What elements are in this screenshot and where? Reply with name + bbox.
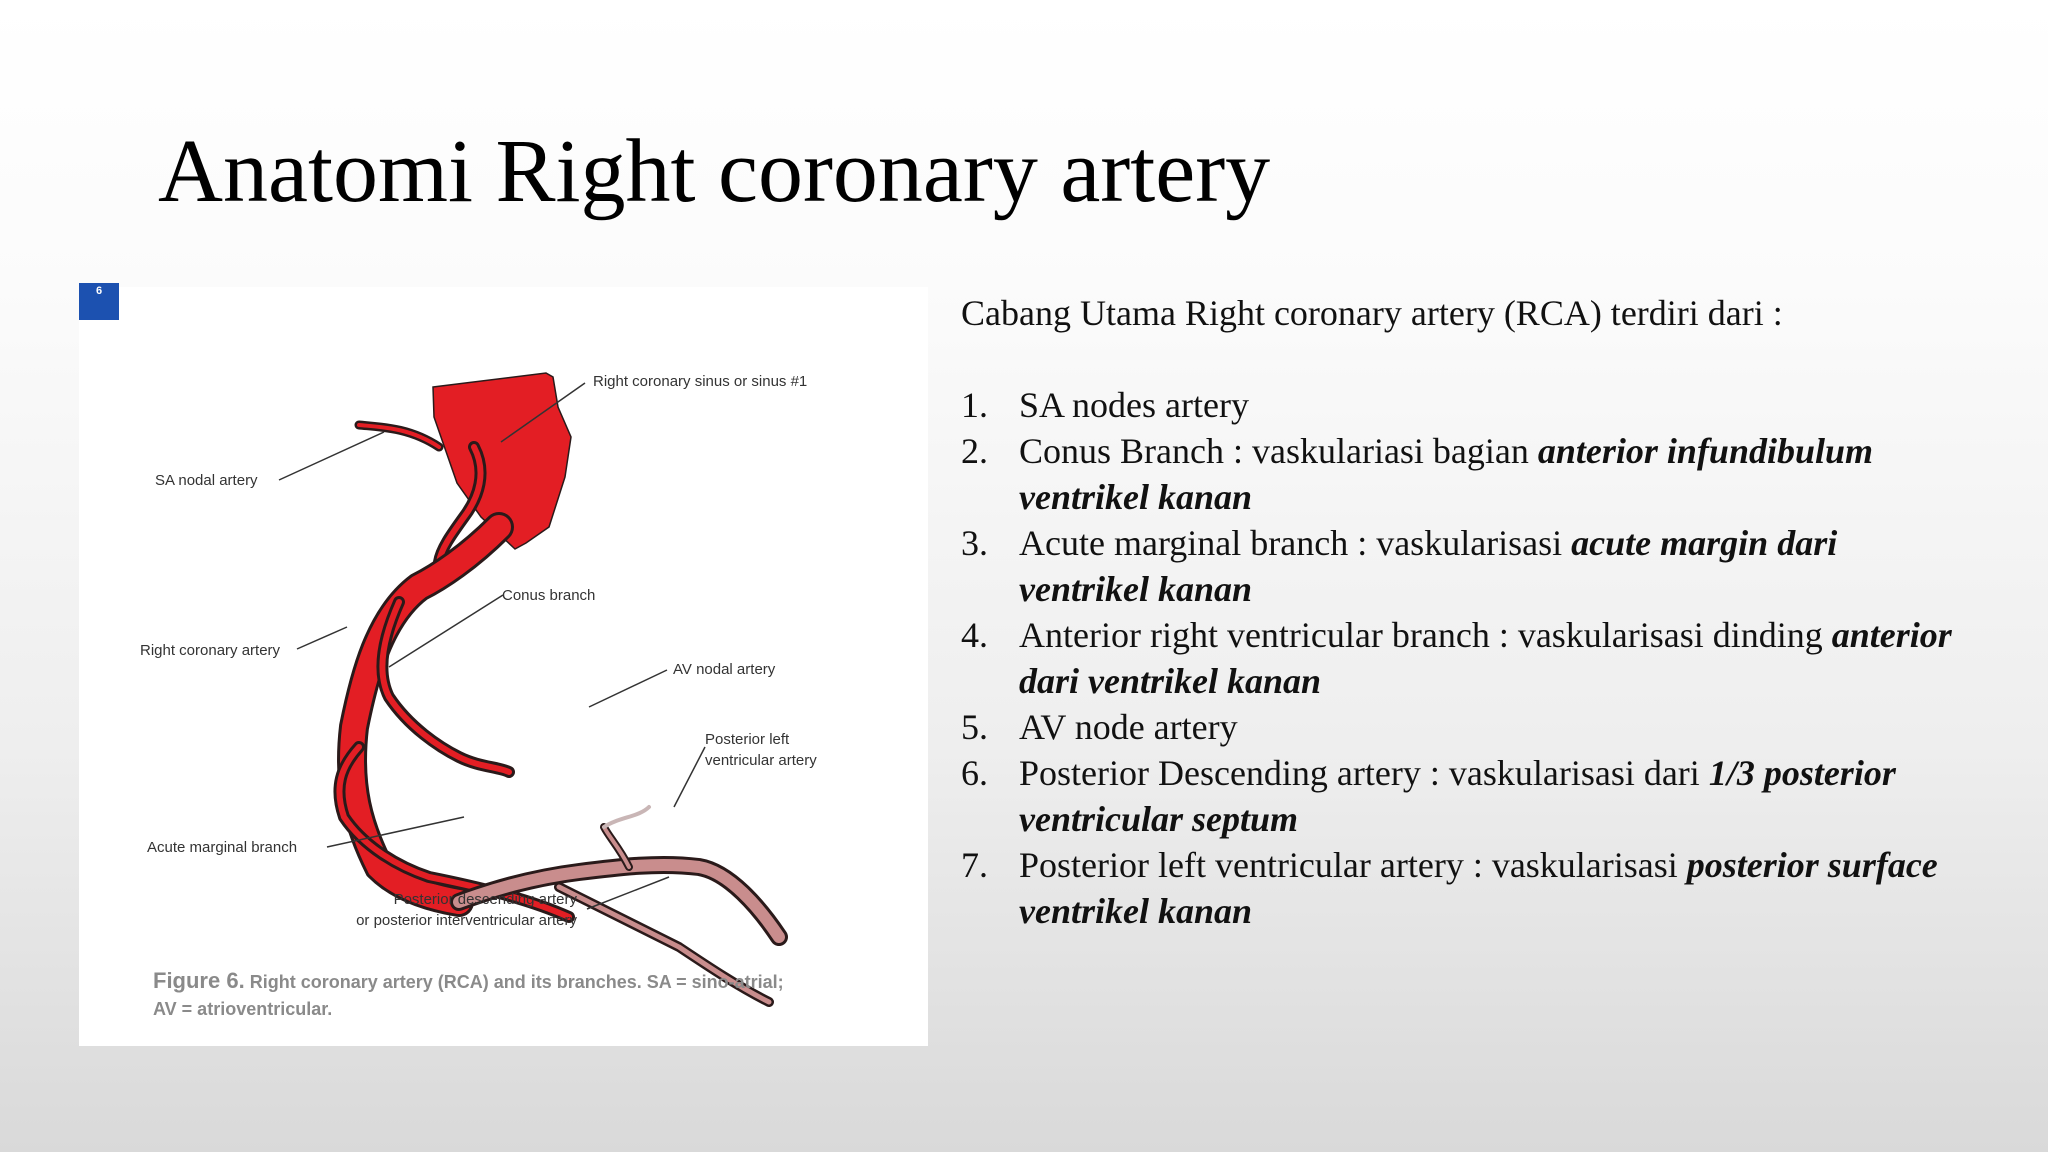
page-number-badge: 6 — [79, 283, 119, 320]
branch-name: Conus Branch : vaskulariasi bagian — [1019, 431, 1529, 471]
list-item — [961, 382, 2019, 428]
list-item — [961, 520, 2019, 612]
list-item-number: 5. — [961, 707, 988, 747]
label-posterior-descending-2: or posterior interventricular artery — [356, 912, 577, 929]
intro-text: Cabang Utama Right coronary artery (RCA) terdiri dari : — [961, 293, 1783, 333]
branch-description: anterior — [1831, 615, 1952, 655]
label-rca: Right coronary artery — [140, 642, 281, 659]
branch-description-cont: ventrikel kanan — [1019, 477, 1253, 517]
list-item-number: 3. — [961, 523, 988, 563]
list-item-number: 2. — [961, 431, 988, 471]
list-item — [961, 842, 2019, 934]
rca-figure — [79, 287, 928, 1046]
list-item — [961, 612, 2019, 704]
figure-caption-label: Figure 6. — [153, 968, 245, 993]
label-conus: Conus branch — [502, 587, 596, 604]
figure-caption — [153, 967, 873, 1023]
branch-name: Acute marginal branch : vaskularisasi — [1019, 523, 1563, 563]
list-item — [961, 704, 2019, 750]
label-sinus: Right coronary sinus or sinus #1 — [593, 373, 808, 390]
list-item — [961, 428, 2019, 520]
branch-name: AV node artery — [1019, 707, 1238, 747]
label-sa-nodal: SA nodal artery — [155, 472, 258, 489]
list-item-text — [1019, 750, 2019, 842]
label-posterior-left-1: Posterior left — [705, 731, 790, 748]
branch-description: 1/3 posterior — [1708, 753, 1896, 793]
list-item-text — [1019, 520, 2019, 612]
branch-description: posterior surface — [1686, 845, 1938, 885]
branch-description-cont: ventrikel kanan — [1019, 569, 1253, 609]
list-item — [961, 750, 2019, 842]
branch-list — [961, 382, 2019, 934]
branch-description-cont: dari ventrikel kanan — [1019, 661, 1322, 701]
list-item-number: 6. — [961, 753, 988, 793]
content-text — [961, 290, 2019, 934]
slide-title: Anatomi Right coronary artery — [158, 122, 1271, 221]
av-nodal-artery-shape — [604, 807, 649, 827]
branch-name: Posterior left ventricular artery : vaskularisasi — [1019, 845, 1678, 885]
label-av-nodal: AV nodal artery — [673, 661, 776, 678]
label-acute-marginal: Acute marginal branch — [147, 839, 298, 856]
list-item-number: 1. — [961, 385, 988, 425]
list-item-number: 4. — [961, 615, 988, 655]
list-item-number: 7. — [961, 845, 988, 885]
branch-description: acute margin dari — [1571, 523, 1838, 563]
list-item-text — [1019, 842, 2019, 934]
list-item-text — [1019, 382, 2019, 428]
branch-name: Posterior Descending artery : vaskularisasi dari — [1019, 753, 1700, 793]
figure-caption-line2: AV = atrioventricular. — [153, 999, 333, 1019]
label-posterior-left-2: ventricular artery — [705, 752, 817, 769]
branch-name: SA nodes artery — [1019, 385, 1249, 425]
figure-caption-line1: Right coronary artery (RCA) and its branches. SA = sino-atrial; — [249, 972, 784, 992]
list-item-text — [1019, 612, 2019, 704]
label-posterior-descending-1: Posterior descending artery — [393, 891, 577, 908]
rca-diagram — [79, 287, 928, 1046]
list-item-text — [1019, 704, 2019, 750]
branch-description-cont: ventricular septum — [1019, 799, 1299, 839]
branch-description: anterior infundibulum — [1537, 431, 1874, 471]
list-item-text — [1019, 428, 2019, 520]
branch-description-cont: ventrikel kanan — [1019, 891, 1253, 931]
branch-name: Anterior right ventricular branch : vaskularisasi dinding — [1019, 615, 1823, 655]
